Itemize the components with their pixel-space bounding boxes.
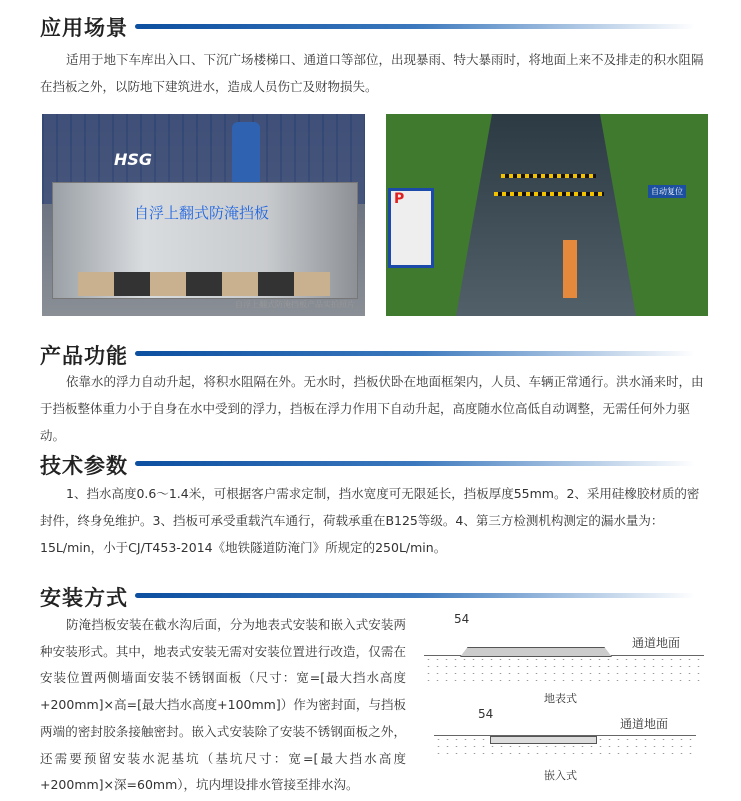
function-text: 依靠水的浮力自动升起，将积水阻隔在外。无水时，挡板伏卧在地面框架内，人员、车辆正常通行。洪水涌来时，由于挡板整体重力小于自身在水中受到的浮力，挡板在浮力作用下自动升起，高度随水位高低自动调整，无需任何外力驱动。 bbox=[40, 374, 704, 443]
photo-caption: 自浮上翻式防淹挡板产品实拍照片 bbox=[235, 300, 355, 309]
heading-install: 安装方式 bbox=[40, 586, 128, 610]
heading-specs: 技术参数 bbox=[40, 454, 128, 478]
specs-text: 1、挡水高度0.6～1.4米，可根据客户需求定制，挡水宽度可无限延长，挡板厚度55mm。2、采用硅橡胶材质的密封件，终身免维护。3、挡板可承受重载汽车通行，荷载承重在B125等级。4、第三方检测机构测定的漏水量为：15L/min，小于CJ/T453-2014《地铁隧道防淹门》所规定的250L/min。 bbox=[40, 486, 700, 555]
application-text: 适用于地下车库出入口、下沉广场楼梯口、通道口等部位，出现暴雨、特大暴雨时，将地面上来不及排走的积水阻隔在挡板之外，以防地下建筑进水，造成人员伤亡及财物损失。 bbox=[40, 52, 704, 94]
heading-function: 产品功能 bbox=[40, 344, 128, 368]
heading-divider bbox=[135, 593, 695, 598]
product-photo bbox=[42, 114, 365, 316]
diagram-embedded: 54 通道地面 嵌入式 bbox=[420, 705, 710, 790]
product-name-overlay: 自浮上翻式防淹挡板 bbox=[134, 204, 270, 222]
heading-divider bbox=[135, 24, 695, 29]
garage-render bbox=[386, 114, 708, 316]
auto-reset-label: 自动复位 bbox=[648, 185, 686, 198]
install-text: 防淹挡板安装在截水沟后面，分为地表式安装和嵌入式安装两种安装形式。其中，地表式安装无需对安装位置进行改造，仅需在安装位置两侧墙面安装不锈钢面板（尺寸：宽=[最大挡水高度+200mm]×高=[最大挡水高度+100mm]）作为密封面，与挡板两端的密封胶条接触密封。嵌入式安装除了安装不锈钢面板之外，还需要预留安装水泥基坑（基坑尺寸：宽=[最大挡水高度+200mm]×深=60mm），坑内埋设排水管接至排水沟。 bbox=[40, 617, 406, 793]
diagram-surface: 54 通道地面 地表式 bbox=[420, 610, 710, 705]
heading-divider bbox=[135, 461, 695, 466]
parking-sign: P bbox=[388, 188, 434, 268]
heading-application: 应用场景 bbox=[40, 16, 128, 40]
heading-divider bbox=[135, 351, 695, 356]
hsg-logo: HSG bbox=[114, 150, 153, 169]
